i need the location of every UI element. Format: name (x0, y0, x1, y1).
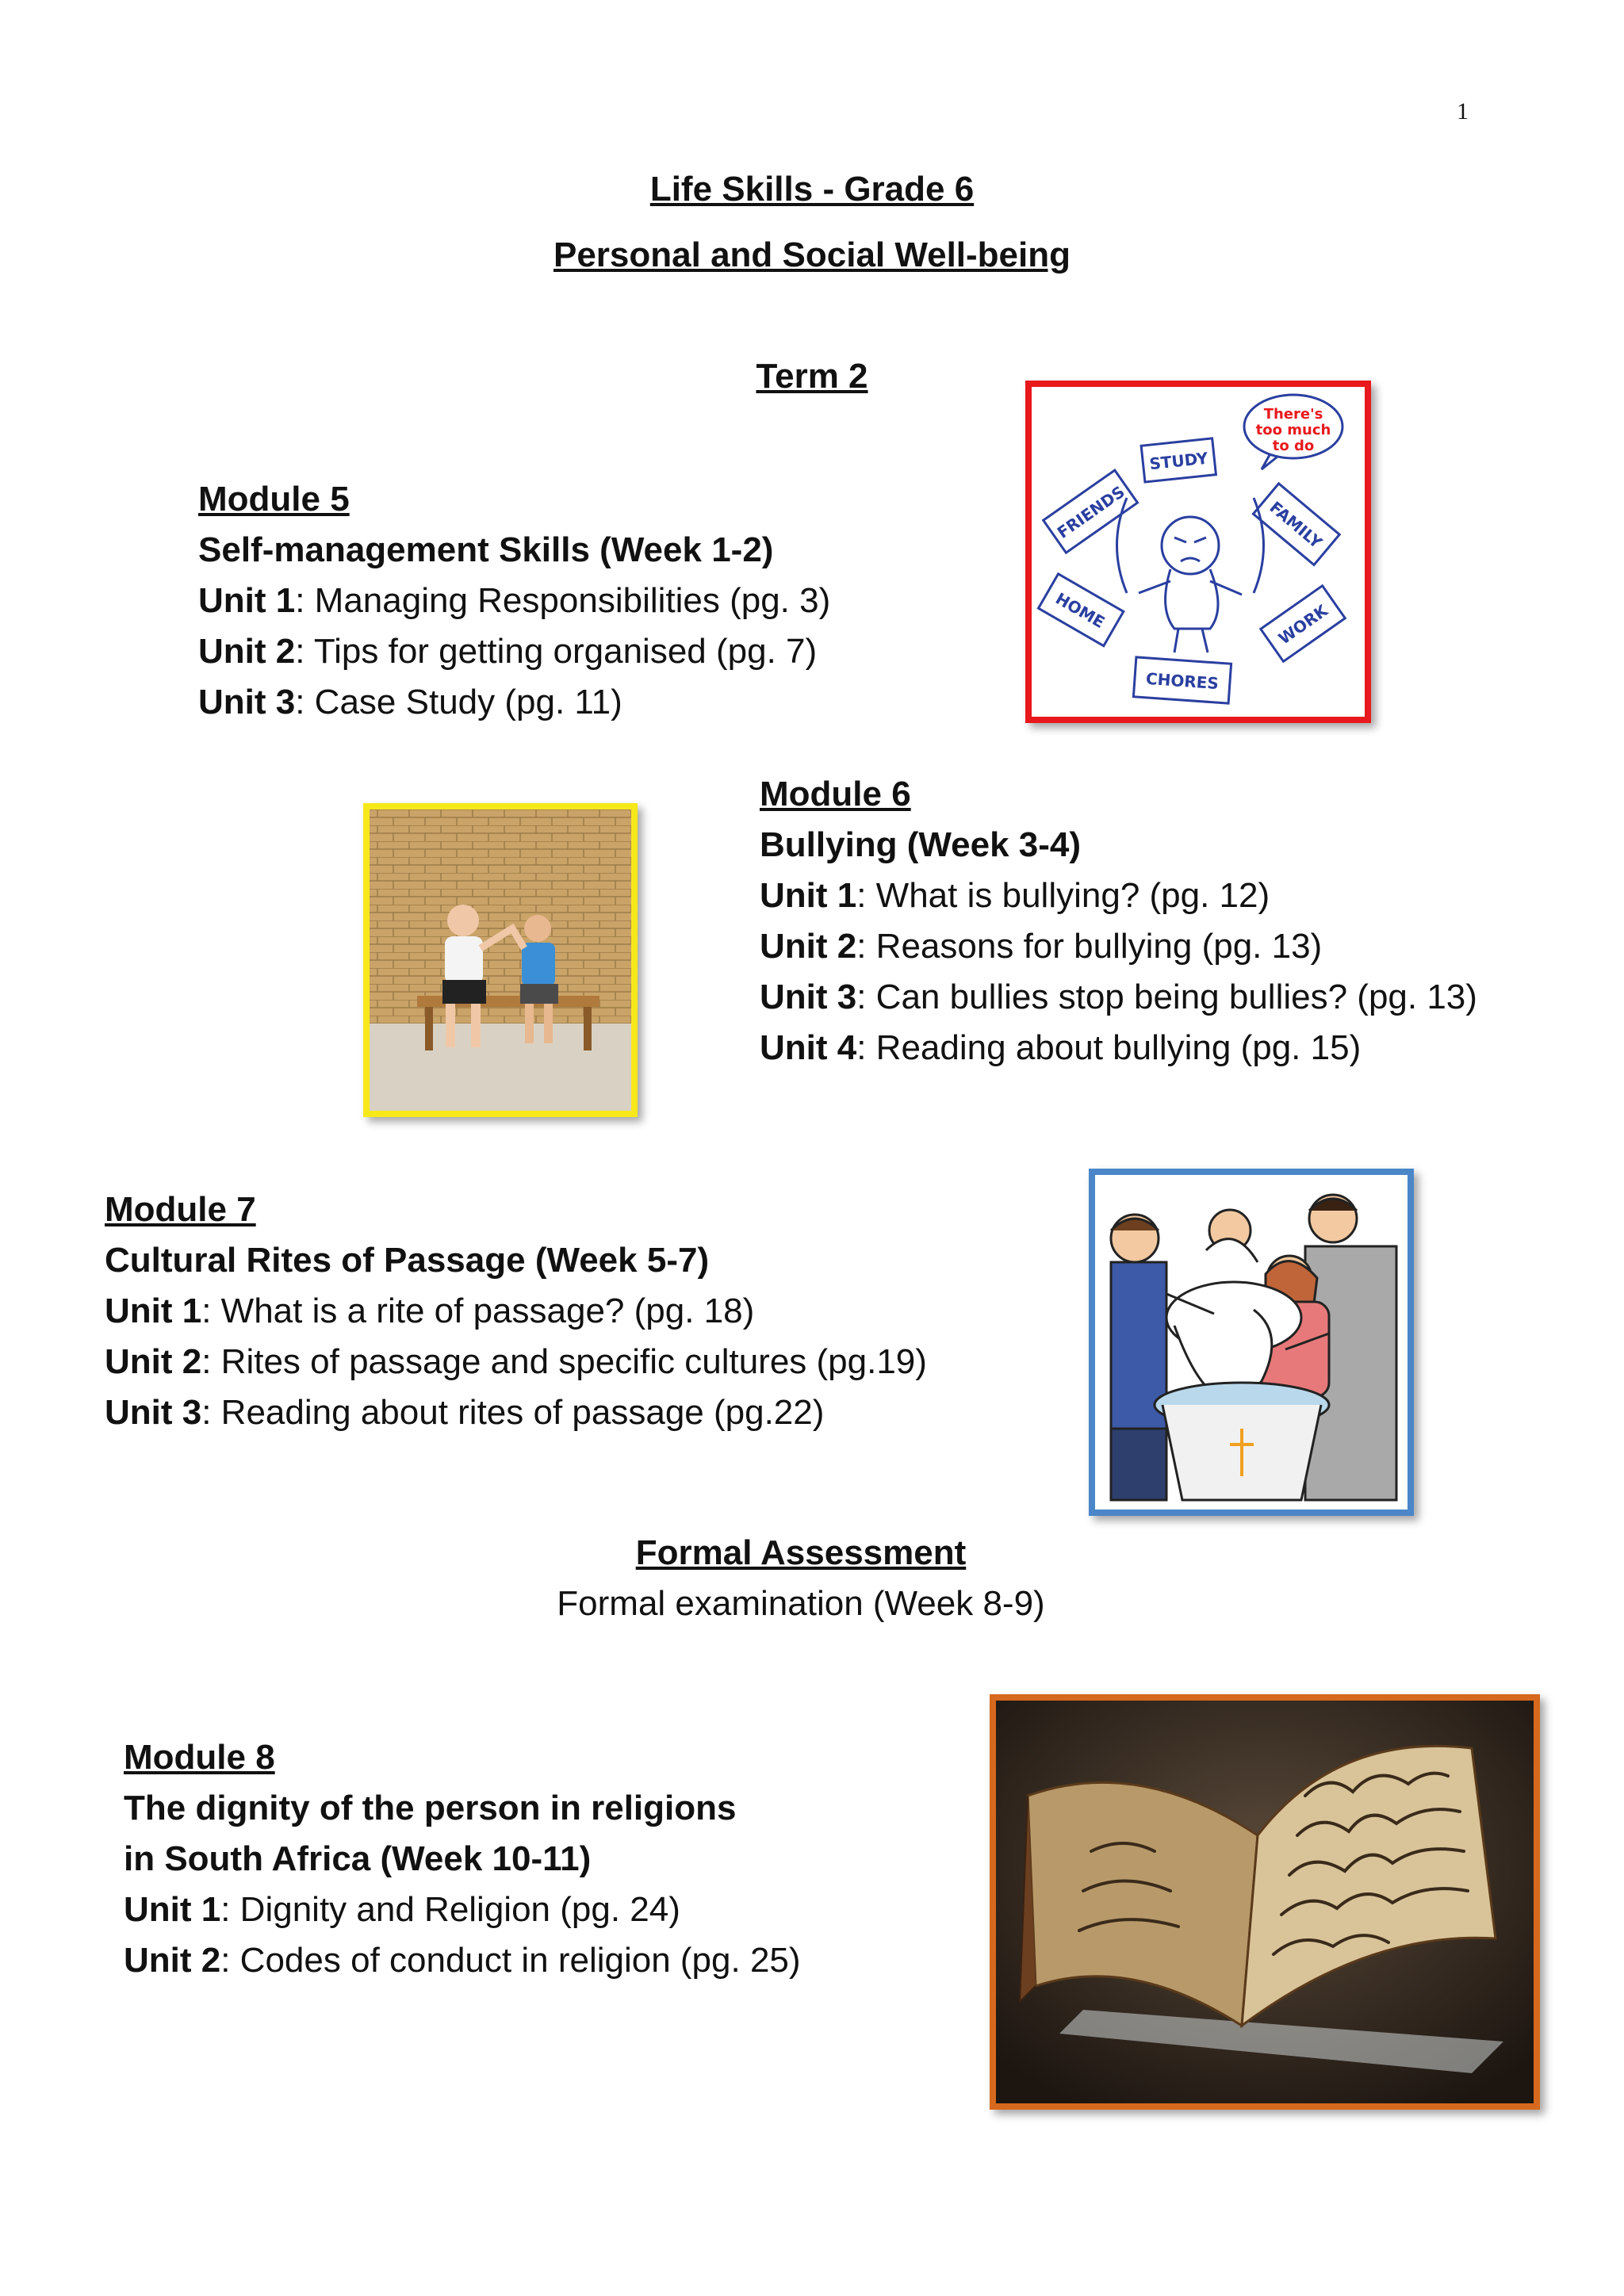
module-5-heading: Self-management Skills (Week 1-2) (198, 530, 774, 569)
module-8-unit-2: Unit 2: Codes of conduct in religion (pg. 25) (124, 1941, 801, 1980)
module-5-label: Module 5 (198, 480, 350, 519)
religious-book-photo (990, 1694, 1540, 2110)
term-heading: Term 2 (756, 357, 868, 396)
module-6-unit-4: Unit 4: Reading about bullying (pg. 15) (760, 1028, 1362, 1067)
module-8-heading-line-2: in South Africa (Week 10-11) (124, 1839, 592, 1878)
module-7-label: Module 7 (105, 1190, 256, 1229)
module-5-section (198, 474, 830, 728)
module-6-unit-2: Unit 2: Reasons for bullying (pg. 13) (760, 927, 1323, 966)
svg-text:There's: There's (1263, 406, 1323, 423)
module-8-section (124, 1732, 801, 1986)
document-subtitle: Personal and Social Well-being (553, 235, 1071, 274)
svg-text:HOME: HOME (1052, 588, 1109, 633)
module-5-unit-1: Unit 1: Managing Responsibilities (pg. 3) (198, 581, 831, 620)
module-5-unit-2: Unit 2: Tips for getting organised (pg. 7) (198, 632, 818, 671)
module-7-unit-1: Unit 1: What is a rite of passage? (pg. 18) (105, 1292, 755, 1330)
document-title: Life Skills - Grade 6 (649, 170, 975, 209)
module-7-unit-2: Unit 2: Rites of passage and specific cultures (pg.19) (105, 1342, 927, 1381)
module-6-heading: Bullying (Week 3-4) (760, 825, 1082, 864)
svg-text:to do: to do (1272, 438, 1315, 454)
page-number: 1 (1457, 98, 1469, 124)
assessment-heading: Formal Assessment (635, 1533, 967, 1572)
svg-text:FAMILY: FAMILY (1266, 497, 1326, 553)
module-7-section (105, 1184, 927, 1438)
open-manuscript (996, 1701, 1534, 2103)
assessment-text: Formal examination (Week 8-9) (557, 1584, 1045, 1623)
responsibilities-illustration (1025, 381, 1371, 723)
module-8-label: Module 8 (124, 1738, 275, 1777)
module-6-unit-1: Unit 1: What is bullying? (pg. 12) (760, 876, 1270, 915)
module-7-unit-3: Unit 3: Reading about rites of passage (pg.22) (105, 1393, 825, 1432)
stressed-child-drawing (1032, 387, 1365, 717)
module-8-unit-1: Unit 1: Dignity and Religion (pg. 24) (124, 1890, 680, 1929)
bullying-photo (363, 803, 638, 1117)
svg-text:CHORES: CHORES (1145, 668, 1220, 694)
module-6-label: Module 6 (760, 775, 911, 813)
module-5-unit-3: Unit 3: Case Study (pg. 11) (198, 683, 622, 721)
module-6-section (760, 769, 1477, 1073)
two-boys-on-bench (370, 809, 631, 1111)
baptism-illustration (1089, 1169, 1414, 1516)
svg-text:WORK: WORK (1274, 600, 1331, 649)
module-8-heading-line-1: The dignity of the person in religions (124, 1789, 737, 1827)
svg-text:FRIENDS: FRIENDS (1053, 482, 1128, 542)
module-7-heading: Cultural Rites of Passage (Week 5-7) (105, 1241, 710, 1280)
svg-text:STUDY: STUDY (1148, 448, 1209, 474)
baptism-scene-drawing (1095, 1175, 1408, 1510)
svg-text:too much: too much (1255, 422, 1331, 438)
module-6-unit-3: Unit 3: Can bullies stop being bullies? (pg. 13) (760, 978, 1477, 1016)
